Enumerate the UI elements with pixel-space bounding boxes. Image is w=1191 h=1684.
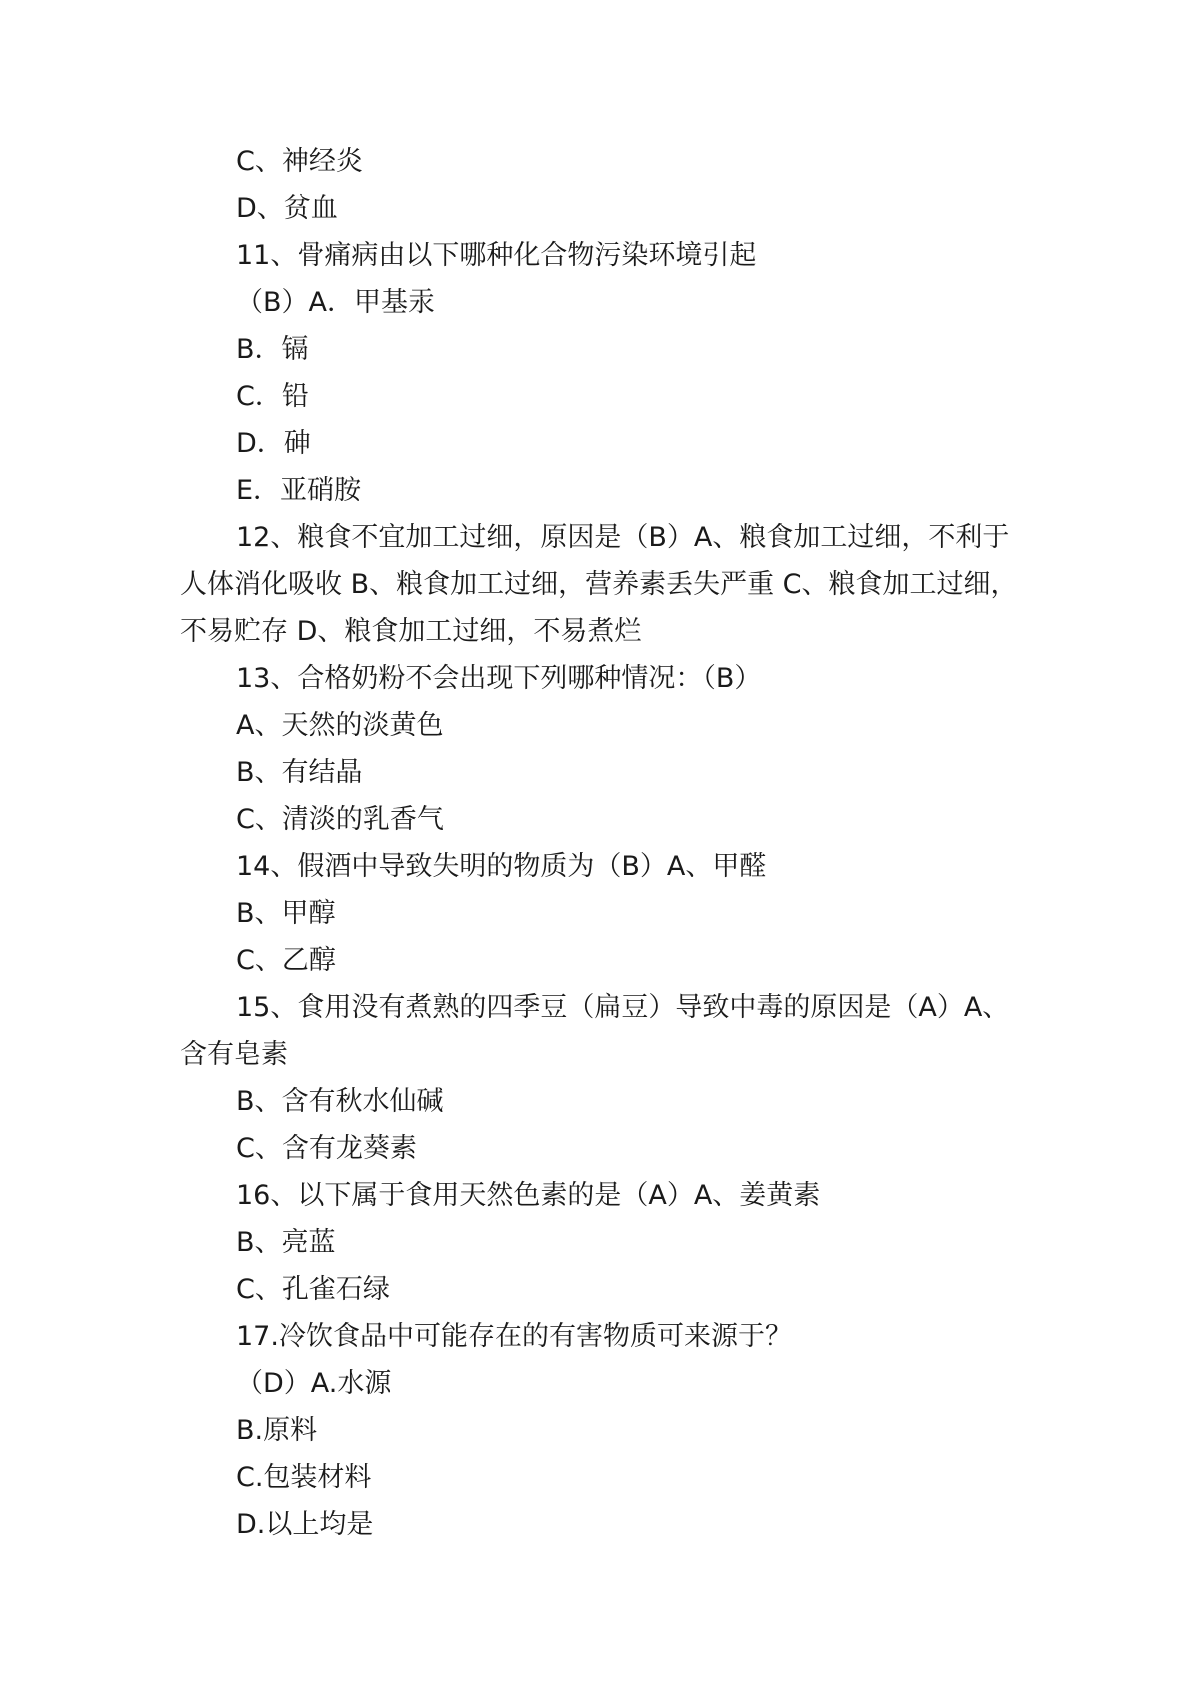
option-line: B、有结晶 [236,757,363,788]
option-line: B、甲醇 [236,898,336,929]
option-line: （B）A．甲基汞 [236,287,435,318]
option-line: B、含有秋水仙碱 [236,1086,444,1117]
option-line: C.包装材料 [236,1462,372,1493]
question-13: 13、合格奶粉不会出现下列哪种情况：（B） [236,663,762,694]
option-line: （D）A.水源 [236,1368,392,1399]
question-15-line-2: 含有皂素 [180,1039,288,1070]
option-line: C．铅 [236,381,309,412]
option-line: D．砷 [236,428,311,459]
question-17: 17.冷饮食品中可能存在的有害物质可来源于？ [236,1321,792,1352]
question-16: 16、以下属于食用天然色素的是（A）A、姜黄素 [236,1180,821,1211]
option-line: D.以上均是 [236,1509,374,1540]
option-line: C、神经炎 [236,146,363,177]
option-line: A、天然的淡黄色 [236,710,444,741]
option-line: B、亮蓝 [236,1227,336,1258]
option-line: C、孔雀石绿 [236,1274,390,1305]
option-line: E．亚硝胺 [236,475,362,506]
question-15-line-1: 15、食用没有煮熟的四季豆（扁豆）导致中毒的原因是（A）A、 [236,992,1010,1023]
question-12-line-1: 12、粮食不宜加工过细，原因是（B）A、粮食加工过细，不利于 [236,522,1010,553]
document-body [180,138,1020,1548]
question-12-line-3: 不易贮存 D、粮食加工过细，不易煮烂 [180,616,642,647]
question-11: 11、骨痛病由以下哪种化合物污染环境引起 [236,240,757,271]
option-line: B．镉 [236,334,309,365]
option-line: C、清淡的乳香气 [236,804,444,835]
question-15 [180,984,1020,1078]
question-12 [180,514,1020,655]
option-line: B.原料 [236,1415,318,1446]
option-line: C、含有龙葵素 [236,1133,417,1164]
question-14: 14、假酒中导致失明的物质为（B）A、甲醛 [236,851,767,882]
option-line: C、乙醇 [236,945,336,976]
option-line: D、贫血 [236,193,338,224]
question-12-line-2: 人体消化吸收 B、粮食加工过细，营养素丢失严重 C、粮食加工过细， [180,569,1018,600]
